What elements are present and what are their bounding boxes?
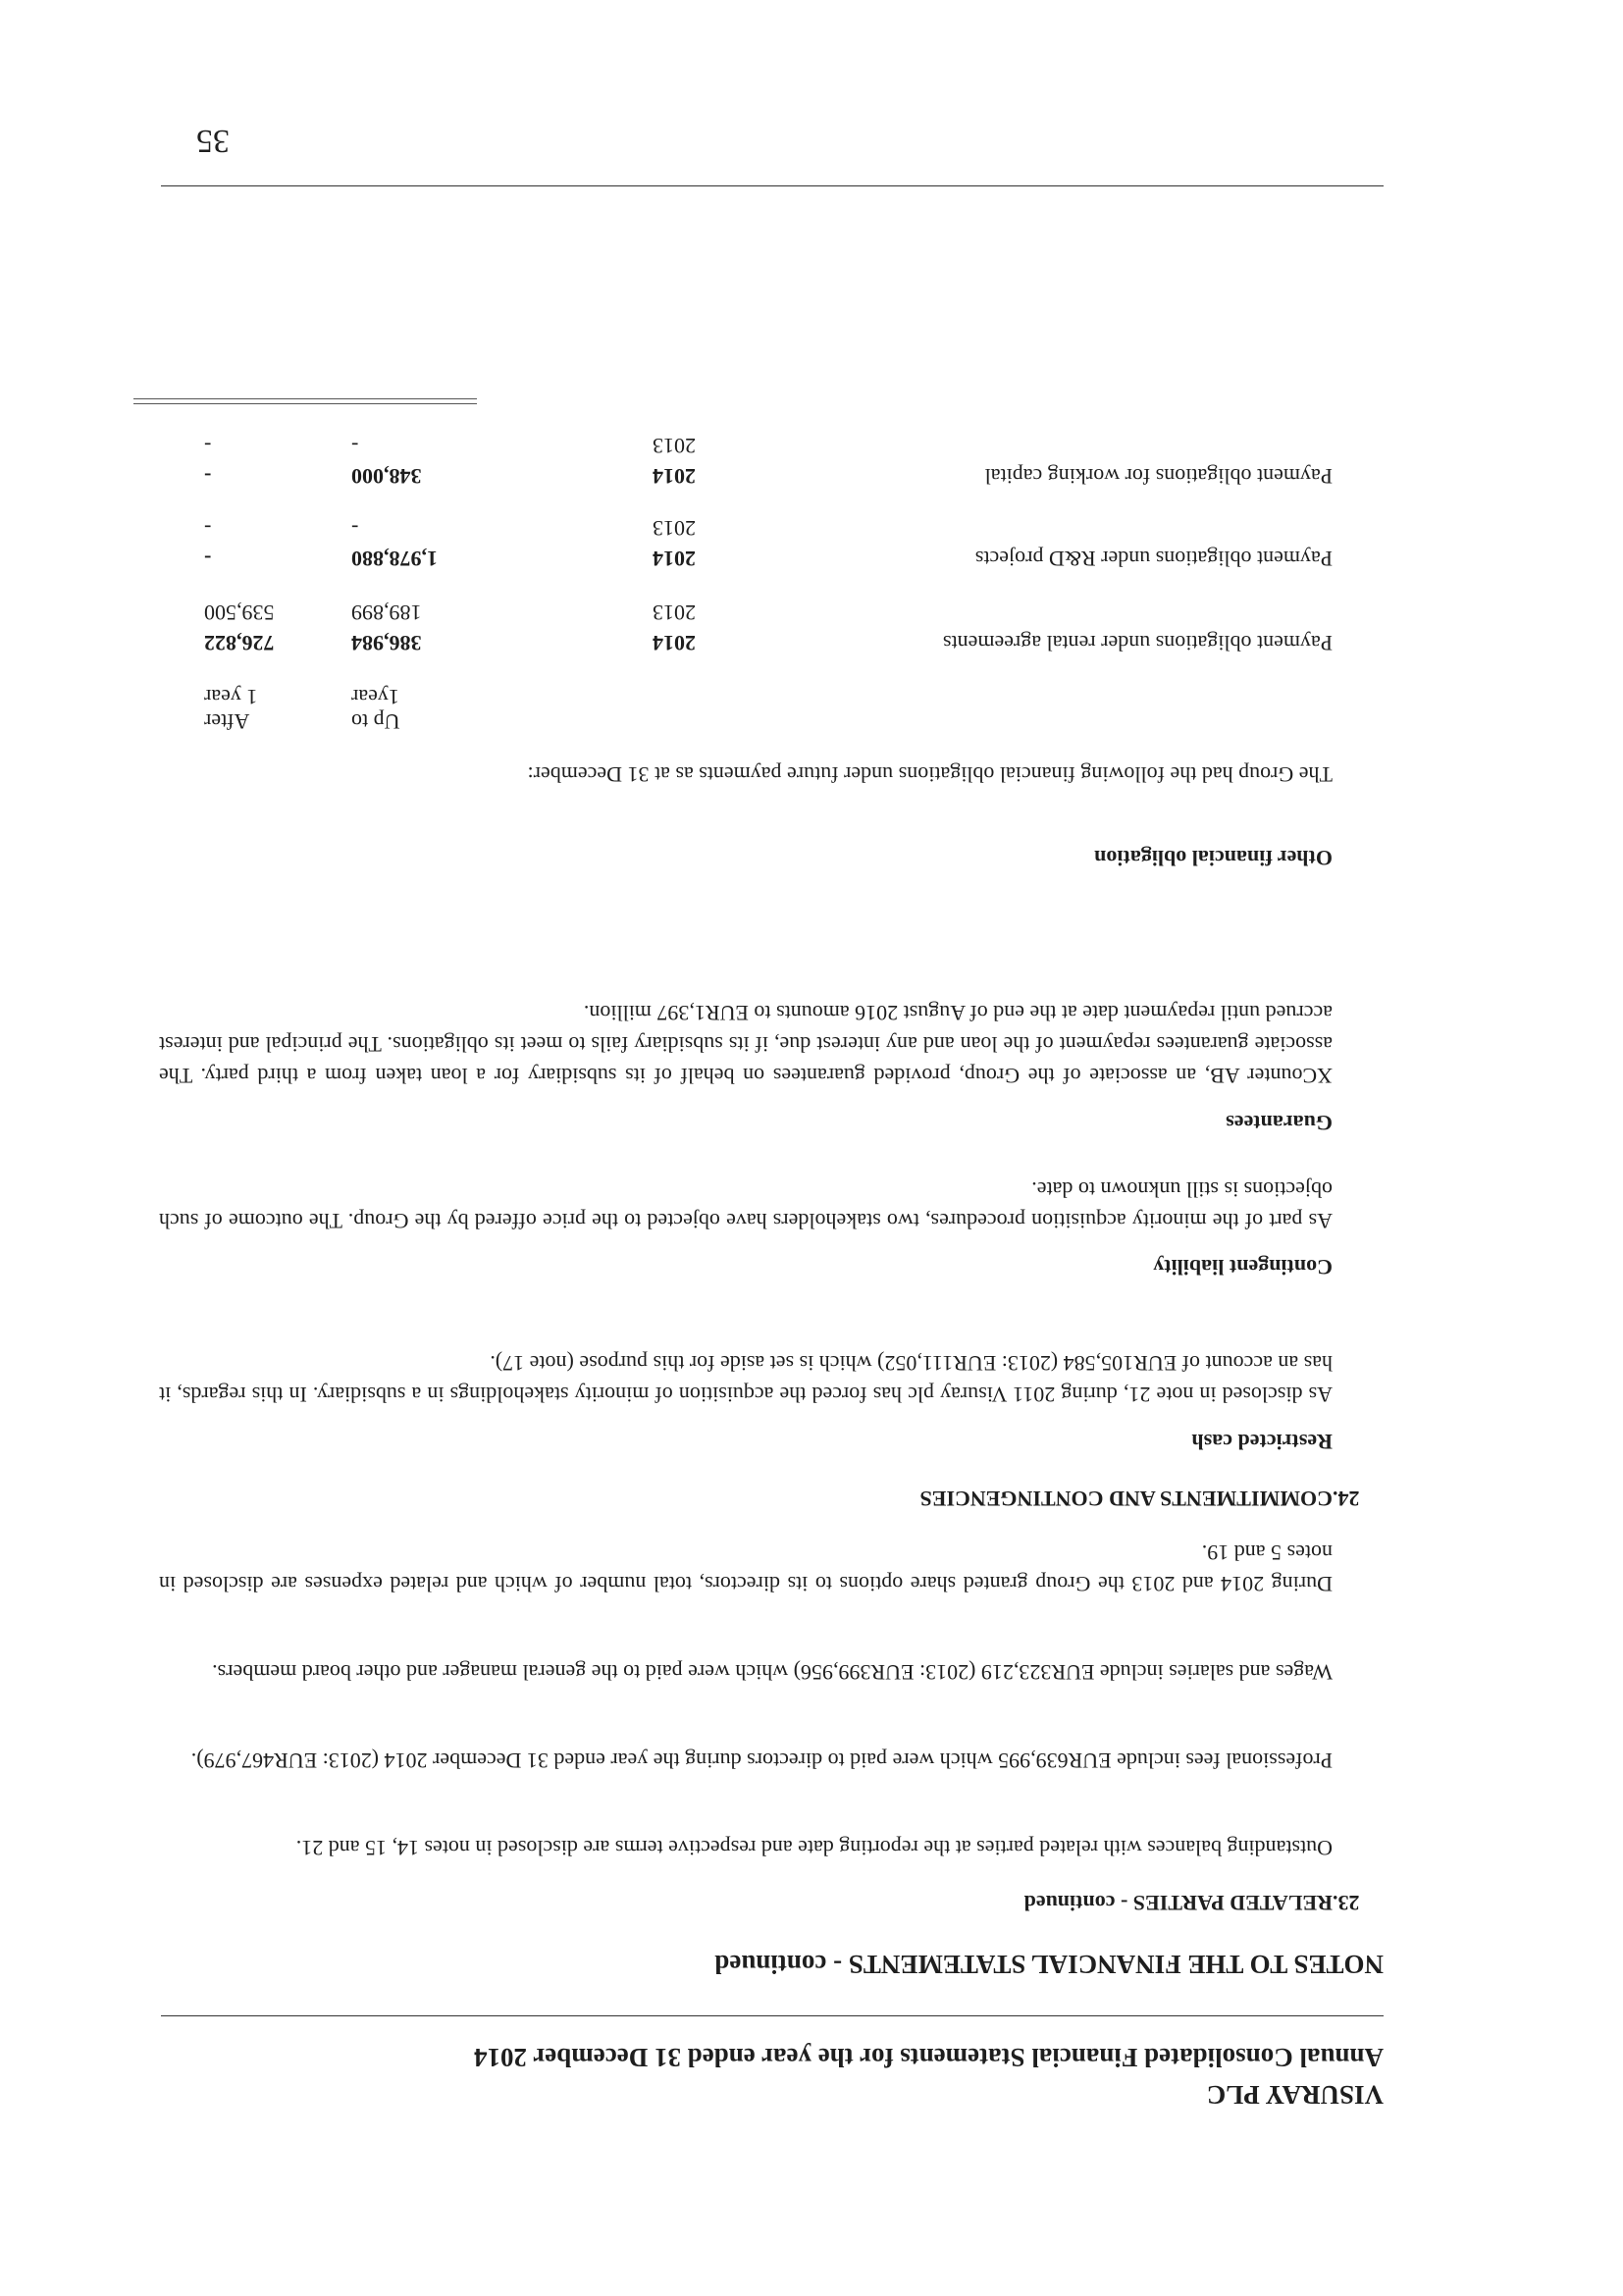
column-header-line: Up to [351, 709, 400, 734]
note-23-paragraph: During 2014 and 2013 the Group granted share options to its directors, total number of which and related expenses are disclosed in notes 5 and 19. [159, 1540, 1333, 1596]
footer-divider [161, 185, 1384, 186]
column-header-line: After [204, 709, 250, 734]
table-cell: - [351, 516, 359, 541]
note-24-title: COMMITMENTS AND CONTINGENCIES [919, 1487, 1333, 1511]
year-label: 2013 [653, 516, 696, 541]
contingent-liability-text: As part of the minority acquisition procedures, two stakeholders have objected to the price offered by the Group. The outcome of such objections is still unknown to date. [159, 1177, 1333, 1233]
note-23-paragraph: Professional fees include EUR639,995 which were paid to directors during the year ended 31 December 2014 (2013: EUR467,979). [190, 1748, 1333, 1773]
column-header-after-1-year [204, 685, 298, 734]
restricted-cash-heading: Restricted cash [1191, 1430, 1333, 1454]
table-cell: 1,978,880 [351, 547, 438, 571]
note-23-heading [1024, 1890, 1384, 1915]
note-23-title: RELATED PARTIES - continued [1023, 1891, 1333, 1915]
guarantees-heading: Guarantees [1226, 1111, 1333, 1135]
header-divider [161, 2015, 1384, 2016]
year-label: 2014 [653, 631, 696, 655]
table-cell: - [204, 434, 212, 458]
column-header-line: 1 year [204, 685, 258, 709]
guarantees-text: XCounter AB, an associate of the Group, provided guarantees on behalf of its subsidiary for a loan taken from a third party. The associate guarantees repayment of the loan and any interest due, if its subsidiary fails to meet its obligations. The principal and interest accrued until repayment date at the end of August 2016 amounts to EUR1,397 million. [159, 1001, 1333, 1088]
table-cell: 539,500 [204, 600, 275, 625]
contingent-liability-heading: Contingent liability [1153, 1255, 1333, 1279]
company-name: VISURAY PLC [1206, 2080, 1384, 2110]
table-cell: 386,984 [351, 631, 422, 655]
table-total-double-rule [133, 398, 477, 404]
obligation-row-label: Payment obligations under R&D projects [974, 547, 1333, 571]
table-cell: 189,899 [351, 600, 422, 625]
restricted-cash-text: As disclosed in note 21, during 2011 Visuray plc has forced the acquisition of minority stakeholdings in a subsidiary. In this regards, it has an account of EUR105,584 (2013: EUR111,052) which is set aside for this purpose (note 17). [159, 1351, 1333, 1407]
table-cell: - [351, 434, 359, 458]
year-label: 2014 [653, 547, 696, 571]
table-cell: - [204, 547, 212, 571]
column-header-up-to-1-year [351, 685, 465, 734]
obligations-intro: The Group had the following financial obligations under future payments as at 31 December: [527, 762, 1333, 787]
note-24-heading [920, 1486, 1385, 1511]
report-subtitle: Annual Consolidated Financial Statements for the year ended 31 December 2014 [474, 2043, 1384, 2072]
section-title: NOTES TO THE FINANCIAL STATEMENTS - continued [714, 1950, 1384, 1979]
obligation-row-label: Payment obligations for working capital [984, 464, 1333, 489]
table-cell: - [204, 464, 212, 489]
obligation-row-label: Payment obligations under rental agreements [942, 631, 1333, 655]
year-label: 2014 [653, 464, 696, 489]
year-label: 2013 [653, 434, 696, 458]
note-23-paragraph: Outstanding balances with related parties at the reporting date and respective terms are disclosed in notes 14, 15 and 21. [295, 1836, 1333, 1860]
note-24-number: 24. [1333, 1487, 1360, 1511]
note-23-paragraph: Wages and salaries include EUR323,219 (2013: EUR399,956) which were paid to the general manager and other board members. [212, 1660, 1333, 1685]
page-number: 35 [196, 123, 230, 159]
note-23-number: 23. [1333, 1891, 1360, 1915]
table-cell: 726,822 [204, 631, 275, 655]
table-cell: 348,000 [351, 464, 422, 489]
table-cell: - [204, 516, 212, 541]
other-obligation-heading: Other financial obligation [1094, 846, 1333, 870]
column-header-line: 1year [351, 685, 399, 709]
year-label: 2013 [653, 600, 696, 625]
